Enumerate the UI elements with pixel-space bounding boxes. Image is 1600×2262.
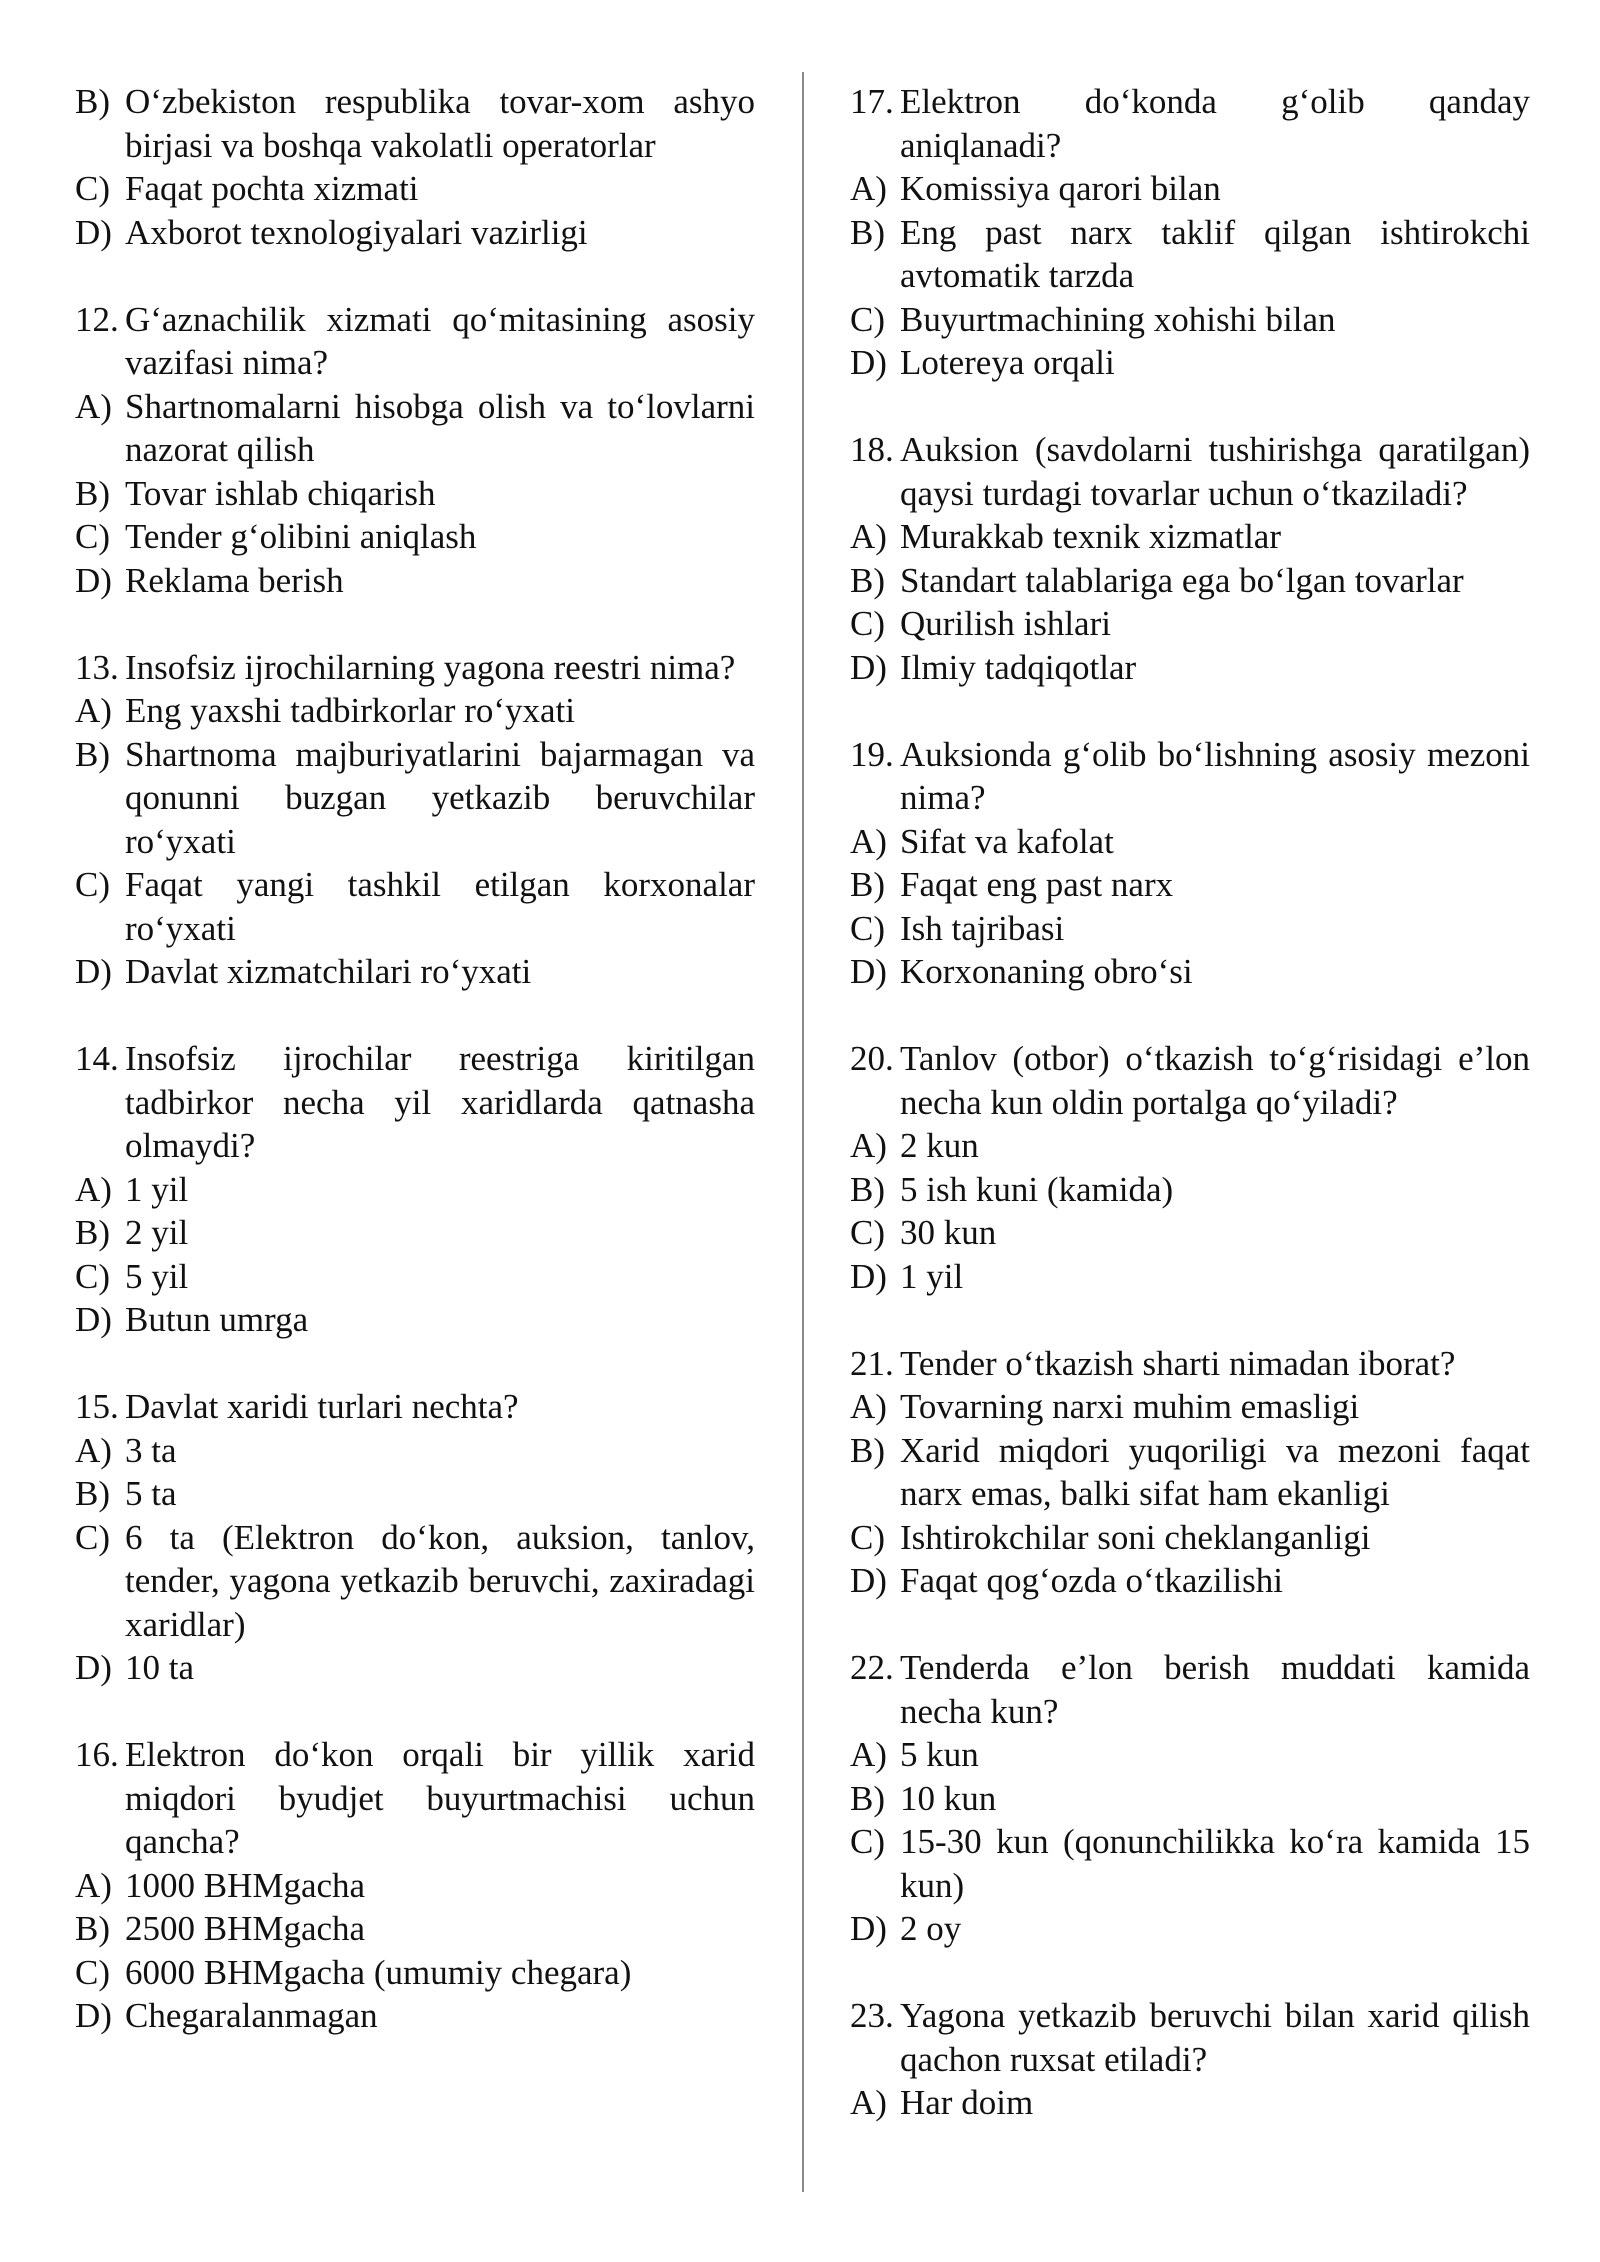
answer-option	[850, 559, 1530, 603]
answer-option	[850, 1124, 1530, 1168]
answer-option	[850, 298, 1530, 342]
option-text: 1000 BHMgacha	[125, 1865, 366, 1905]
option-letter: B)	[75, 1213, 110, 1252]
answer-option	[850, 515, 1530, 559]
column-divider	[802, 72, 804, 2192]
question-number: 21.	[850, 1343, 894, 1383]
option-letter: C)	[850, 908, 885, 948]
option-letter: B)	[850, 1778, 885, 1818]
option-text: Tovar ishlab chiqarish	[125, 473, 436, 513]
option-letter: D)	[850, 1561, 887, 1600]
question-block	[850, 733, 1530, 994]
answer-option	[75, 472, 755, 516]
question-text: Elektron do‘kon orqali bir yillik xarid miqdori byudjet buyurtmachisi uchun qancha?	[125, 1735, 755, 1861]
option-text: 10 ta	[125, 1648, 195, 1687]
question-number: 22.	[850, 1648, 894, 1687]
answer-option	[850, 341, 1530, 385]
answer-option	[75, 1298, 755, 1342]
option-text: 30 kun	[900, 1213, 997, 1252]
answer-option	[850, 211, 1530, 298]
question-text: Auksionda g‘olib bo‘lishning asosiy mezoni nima?	[900, 734, 1530, 817]
option-letter: B)	[75, 82, 110, 121]
option-text: 2 oy	[900, 1909, 962, 1948]
question-number: 23.	[850, 1996, 894, 2035]
answer-option	[850, 1516, 1530, 1560]
option-letter: D)	[75, 1648, 112, 1687]
option-text: Chegaralanmagan	[125, 1996, 378, 2035]
option-letter: D)	[850, 952, 887, 991]
answer-option	[75, 559, 755, 603]
option-letter: D)	[75, 1300, 112, 1339]
question-text: Yagona yetkazib beruvchi bilan xarid qilish qachon ruxsat etiladi?	[900, 1996, 1530, 2079]
question-text: Tanlov (otbor) o‘tkazish to‘g‘risidagi e’lon necha kun oldin portalga qo‘yiladi?	[900, 1039, 1530, 1122]
answer-option	[850, 1385, 1530, 1429]
option-text: Ishtirokchilar soni cheklanganligi	[900, 1517, 1371, 1557]
option-text: Xarid miqdori yuqoriligi va mezoni faqat narx emas, balki sifat ham ekanligi	[900, 1430, 1530, 1513]
question-block	[850, 1646, 1530, 1951]
answer-option	[75, 1994, 755, 2038]
answer-option	[75, 1255, 755, 1299]
answer-option	[850, 167, 1530, 211]
question-row	[850, 733, 1530, 820]
option-text: Faqat eng past narx	[900, 865, 1174, 904]
option-text: 2500 BHMgacha	[125, 1909, 366, 1948]
option-text: 15-30 kun (qonunchilikka ko‘ra kamida 15 kun)	[900, 1822, 1530, 1905]
question-row	[75, 646, 755, 690]
option-letter: B)	[850, 560, 885, 600]
option-text: Komissiya qarori bilan	[900, 169, 1221, 208]
option-text: 6 ta (Elektron do‘kon, auksion, tanlov, tender, yagona yetkazib beruvchi, zaxiradagi xaridlar)	[125, 1517, 755, 1644]
option-text: 5 ish kuni (kamida)	[900, 1169, 1174, 1209]
option-text: Reklama berish	[125, 560, 344, 600]
answer-option	[75, 733, 755, 864]
question-block	[850, 1994, 1530, 2125]
answer-option	[75, 950, 755, 994]
answer-option	[850, 1820, 1530, 1907]
option-text: Shartnomalarni hisobga olish va to‘lovlarni nazorat qilish	[125, 386, 755, 469]
option-letter: C)	[75, 865, 110, 904]
option-letter: A)	[850, 1735, 887, 1774]
left-column	[75, 80, 755, 2081]
option-text: 2 kun	[900, 1126, 979, 1165]
option-text: Shartnoma majburiyatlarini bajarmagan va qonunni buzgan yetkazib beruvchilar ro‘yxati	[125, 734, 755, 861]
option-letter: C)	[75, 517, 110, 556]
answer-option	[75, 1429, 755, 1473]
option-text: Ish tajribasi	[900, 908, 1065, 948]
answer-option	[850, 1907, 1530, 1951]
answer-option	[850, 602, 1530, 646]
answer-option	[75, 1516, 755, 1647]
option-letter: B)	[75, 1474, 110, 1513]
option-letter: C)	[75, 1256, 110, 1296]
option-text: Standart talablariga ega bo‘lgan tovarlar	[900, 560, 1464, 600]
option-letter: A)	[75, 1169, 112, 1209]
question-number: 14.	[75, 1039, 119, 1078]
option-letter: D)	[850, 1909, 887, 1948]
question-block	[850, 80, 1530, 385]
question-block	[75, 1037, 755, 1342]
option-letter: D)	[75, 952, 112, 991]
answer-option	[850, 863, 1530, 907]
right-column	[850, 80, 1530, 2168]
question-number: 16.	[75, 1735, 119, 1774]
question-text: Tenderda e’lon berish muddati kamida necha kun?	[900, 1648, 1530, 1731]
option-letter: D)	[75, 1996, 112, 2035]
question-row	[75, 298, 755, 385]
option-text: Butun umrga	[125, 1300, 309, 1339]
answer-option	[850, 1559, 1530, 1603]
option-text: Qurilish ishlari	[900, 604, 1111, 643]
option-letter: C)	[850, 1822, 885, 1861]
answer-option	[75, 1168, 755, 1212]
answer-option	[850, 1777, 1530, 1821]
option-letter: A)	[850, 821, 887, 861]
answer-option	[75, 385, 755, 472]
option-text: Eng past narx taklif qilgan ishtirokchi avtomatik tarzda	[900, 212, 1530, 295]
option-letter: A)	[75, 1865, 112, 1905]
option-text: O‘zbekiston respublika tovar-xom ashyo birjasi va boshqa vakolatli operatorlar	[125, 82, 755, 165]
question-number: 19.	[850, 734, 894, 774]
question-block	[75, 646, 755, 994]
option-letter: A)	[75, 386, 112, 426]
option-text: Tender g‘olibini aniqlash	[125, 517, 477, 556]
option-text: 5 kun	[900, 1735, 979, 1774]
option-text: Tovarning narxi muhim emasligi	[900, 1387, 1360, 1426]
question-row	[850, 1037, 1530, 1124]
question-row	[850, 80, 1530, 167]
option-letter: B)	[850, 865, 885, 904]
answer-option	[850, 1255, 1530, 1299]
question-block	[75, 1385, 755, 1690]
answer-option	[850, 1168, 1530, 1212]
answer-option	[850, 1733, 1530, 1777]
question-number: 17.	[850, 82, 894, 121]
option-letter: D)	[850, 1256, 887, 1296]
question-number: 18.	[850, 430, 894, 469]
answer-option	[75, 515, 755, 559]
option-letter: A)	[850, 517, 887, 556]
option-letter: C)	[850, 299, 885, 339]
option-letter: B)	[75, 734, 110, 774]
option-text: Davlat xizmatchilari ro‘yxati	[125, 952, 532, 991]
question-block	[75, 80, 755, 254]
answer-option	[75, 1864, 755, 1908]
answer-option	[75, 167, 755, 211]
answer-option	[850, 646, 1530, 690]
option-letter: B)	[850, 212, 885, 252]
option-text: Sifat va kafolat	[900, 821, 1114, 861]
option-text: 1 yil	[125, 1169, 189, 1209]
question-block	[850, 428, 1530, 689]
option-letter: B)	[75, 473, 110, 513]
answer-option	[850, 1429, 1530, 1516]
option-letter: A)	[850, 1387, 887, 1426]
option-letter: C)	[75, 1952, 110, 1992]
option-text: 10 kun	[900, 1778, 997, 1818]
answer-option	[75, 211, 755, 255]
option-letter: C)	[75, 1517, 110, 1557]
option-letter: A)	[850, 169, 887, 208]
option-letter: A)	[850, 2083, 887, 2122]
question-number: 13.	[75, 647, 119, 687]
question-row	[75, 1733, 755, 1864]
option-text: Korxonaning obro‘si	[900, 952, 1193, 991]
question-row	[850, 1994, 1530, 2081]
option-text: 6000 BHMgacha (umumiy chegara)	[125, 1952, 632, 1992]
answer-option	[75, 1951, 755, 1995]
answer-option	[850, 2081, 1530, 2125]
option-text: 5 ta	[125, 1474, 177, 1513]
question-text: Tender o‘tkazish sharti nimadan iborat?	[900, 1343, 1456, 1383]
option-letter: A)	[75, 1430, 112, 1470]
option-text: Murakkab texnik xizmatlar	[900, 517, 1281, 556]
option-letter: A)	[75, 691, 112, 730]
answer-option	[75, 1211, 755, 1255]
answer-option	[850, 907, 1530, 951]
question-block	[75, 298, 755, 603]
answer-option	[75, 1907, 755, 1951]
option-text: Faqat qog‘ozda o‘tkazilishi	[900, 1561, 1283, 1600]
answer-option	[75, 689, 755, 733]
option-letter: D)	[850, 343, 887, 382]
answer-option	[850, 950, 1530, 994]
question-block	[850, 1037, 1530, 1298]
question-block	[850, 1342, 1530, 1603]
question-text: Auksion (savdolarni tushirishga qaratilgan) qaysi turdagi tovarlar uchun o‘tkaziladi?	[900, 430, 1530, 513]
question-block	[75, 1733, 755, 2038]
answer-option	[75, 80, 755, 167]
option-text: 5 yil	[125, 1256, 189, 1296]
option-letter: B)	[75, 1909, 110, 1948]
option-text: Axborot texnologiyalari vazirligi	[125, 212, 588, 252]
question-number: 20.	[850, 1039, 894, 1078]
option-letter: B)	[850, 1169, 885, 1209]
option-letter: D)	[75, 560, 112, 600]
option-letter: B)	[850, 1430, 885, 1470]
answer-option	[75, 1646, 755, 1690]
option-text: Har doim	[900, 2083, 1034, 2122]
option-text: 3 ta	[125, 1430, 177, 1470]
option-letter: D)	[75, 212, 112, 252]
option-letter: D)	[850, 647, 887, 687]
answer-option	[850, 1211, 1530, 1255]
question-row	[850, 1342, 1530, 1386]
answer-option	[75, 1472, 755, 1516]
question-row	[75, 1385, 755, 1429]
question-row	[850, 428, 1530, 515]
option-text: Buyurtmachining xohishi bilan	[900, 299, 1336, 339]
option-letter: C)	[850, 1213, 885, 1252]
option-text: Ilmiy tadqiqotlar	[900, 647, 1137, 687]
option-letter: C)	[75, 169, 110, 208]
option-text: Faqat yangi tashkil etilgan korxonalar ro‘yxati	[125, 865, 755, 948]
question-row	[850, 1646, 1530, 1733]
option-text: 1 yil	[900, 1256, 964, 1296]
question-text: Insofsiz ijrochilar reestriga kiritilgan tadbirkor necha yil xaridlarda qatnasha olmaydi?	[125, 1039, 755, 1165]
option-letter: C)	[850, 1517, 885, 1557]
answer-option	[75, 863, 755, 950]
answer-option	[850, 820, 1530, 864]
option-letter: A)	[850, 1126, 887, 1165]
option-text: Eng yaxshi tadbirkorlar ro‘yxati	[125, 691, 576, 730]
question-text: Insofsiz ijrochilarning yagona reestri nima?	[125, 647, 736, 687]
option-text: Lotereya orqali	[900, 343, 1115, 382]
question-text: Elektron do‘konda g‘olib qanday aniqlanadi?	[900, 82, 1530, 165]
question-row	[75, 1037, 755, 1168]
option-letter: C)	[850, 604, 885, 643]
question-number: 12.	[75, 299, 119, 339]
question-text: G‘aznachilik xizmati qo‘mitasining asosiy vazifasi nima?	[125, 299, 755, 382]
option-text: 2 yil	[125, 1213, 189, 1252]
question-text: Davlat xaridi turlari nechta?	[125, 1387, 519, 1426]
option-text: Faqat pochta xizmati	[125, 169, 419, 208]
question-number: 15.	[75, 1387, 119, 1426]
